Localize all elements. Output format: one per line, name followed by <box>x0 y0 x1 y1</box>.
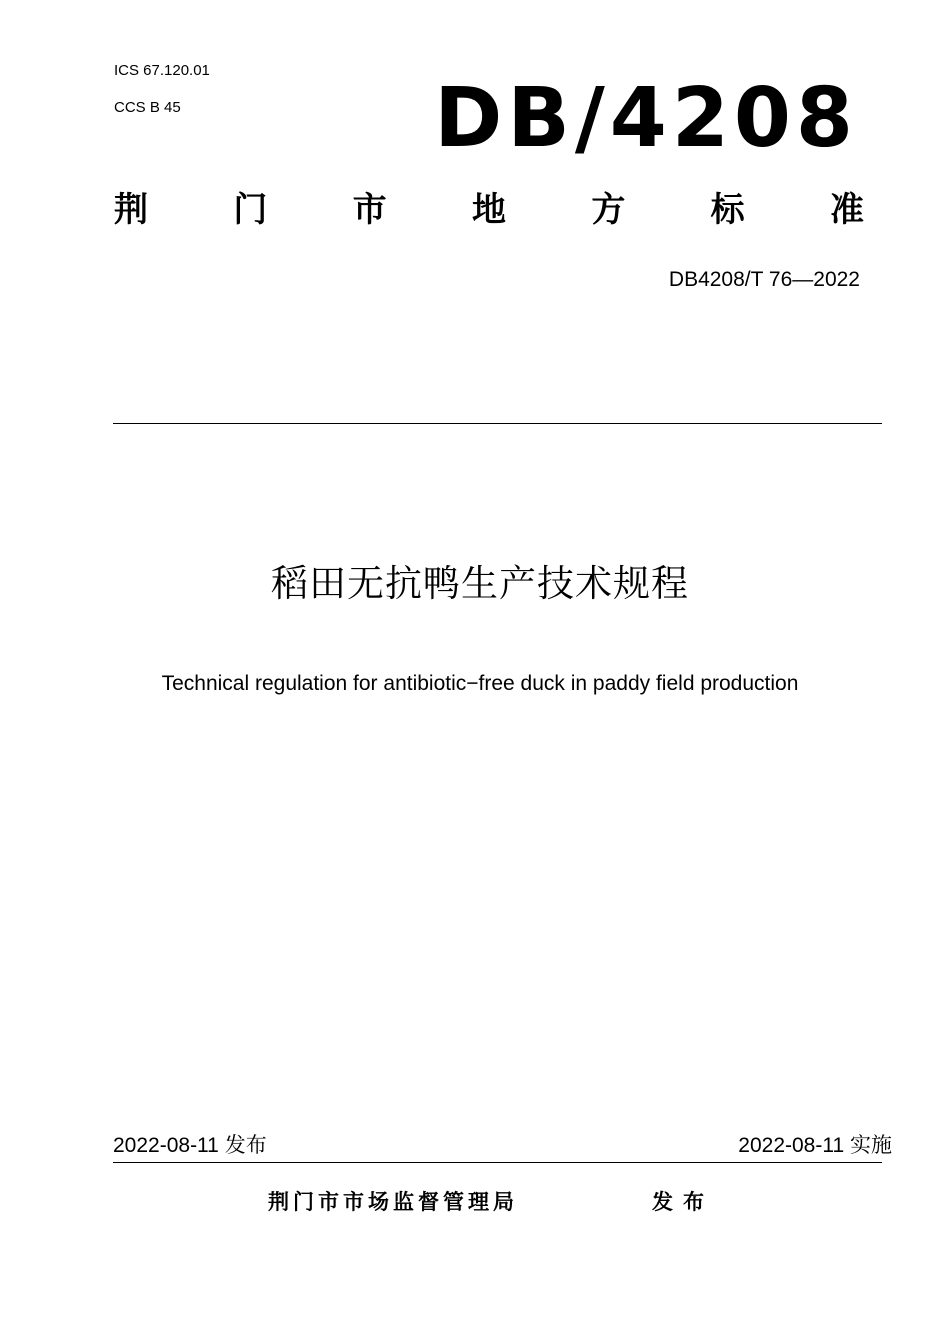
standard-number: DB4208/T 76—2022 <box>668 268 860 291</box>
local-standard-char: 市 <box>352 190 387 230</box>
ccs-code: CCS B 45 <box>114 99 181 116</box>
local-standard-char: 门 <box>233 190 268 230</box>
ics-code: ICS 67.120.01 <box>114 62 210 79</box>
document-title-english: Technical regulation for antibiotic−free duck in paddy field production <box>161 672 799 695</box>
header-divider <box>113 423 882 424</box>
local-standard-char: 准 <box>829 190 864 230</box>
local-standard-char: 标 <box>710 190 745 230</box>
issuer-action: 发布 <box>652 1190 714 1214</box>
issuing-authority: 荆门市市场监督管理局 <box>268 1190 518 1214</box>
local-standard-char: 地 <box>471 190 506 230</box>
footer-divider <box>113 1162 882 1163</box>
document-title-chinese: 稻田无抗鸭生产技术规程 <box>271 562 689 605</box>
local-standard-char: 荆 <box>114 190 148 230</box>
local-standard-char: 方 <box>591 190 626 230</box>
implementation-date: 2022-08-11 实施 <box>738 1134 892 1157</box>
standard-code-logo: DB/4208 <box>434 71 858 166</box>
local-standard-heading <box>114 188 864 232</box>
issue-date: 2022-08-11 发布 <box>113 1134 267 1157</box>
